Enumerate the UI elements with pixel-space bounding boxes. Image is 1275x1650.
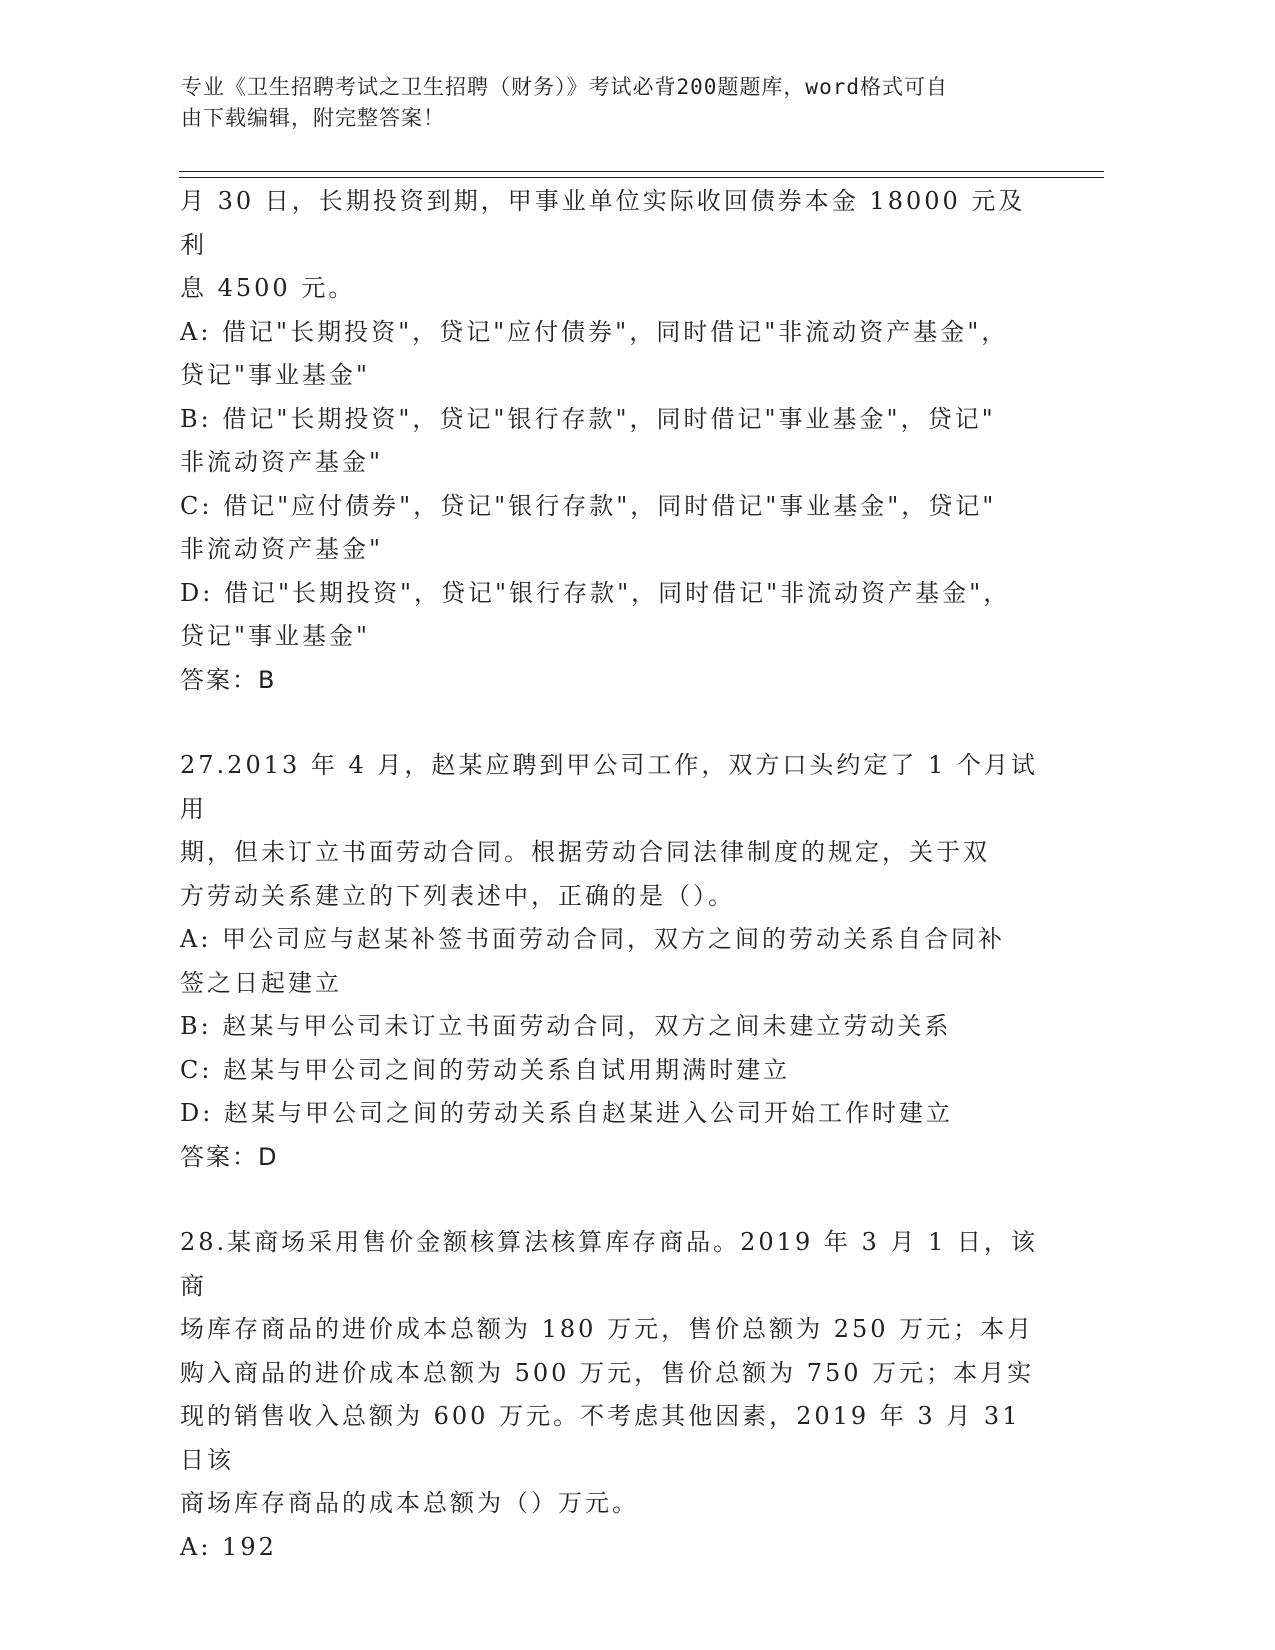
- option-a: A: 192: [180, 1532, 277, 1561]
- question-27: [180, 744, 1040, 1179]
- question-stem-line: 息 4500 元。: [180, 274, 356, 302]
- option-c: C: 借记"应付债券"，贷记"银行存款"，同时借记"事业基金"，贷记": [180, 491, 997, 520]
- answer-label: 答案：D: [180, 1142, 279, 1171]
- question-stem-line: 场库存商品的进价成本总额为 180 万元，售价总额为 250 万元；本月: [180, 1315, 1035, 1343]
- option-a: A: 借记"长期投资"，贷记"应付债券"，同时借记"非流动资产基金"，: [180, 317, 1009, 346]
- option-a-cont: 签之日起建立: [180, 968, 342, 997]
- spacer: [180, 702, 1040, 744]
- option-d: D: 借记"长期投资"，贷记"银行存款"，同时借记"非流动资产基金"，: [180, 578, 1011, 607]
- option-d: D: 赵某与甲公司之间的劳动关系自赵某进入公司开始工作时建立: [180, 1099, 953, 1127]
- answer-label: 答案：B: [180, 665, 277, 694]
- question-28: [180, 1221, 1040, 1569]
- option-b-cont: 非流动资产基金": [180, 448, 384, 476]
- question-stem-line: 期，但未订立书面劳动合同。根据劳动合同法律制度的规定，关于双: [180, 838, 990, 866]
- header-rule-bottom: [179, 177, 1104, 178]
- question-stem-line: 方劳动关系建立的下列表述中，正确的是（）。: [180, 881, 735, 910]
- option-c-cont: 非流动资产基金": [180, 535, 384, 563]
- option-b: B: 赵某与甲公司未订立书面劳动合同，双方之间未建立劳动关系: [180, 1012, 952, 1040]
- question-stem-line: 购入商品的进价成本总额为 500 万元，售价总额为 750 万元；本月实: [180, 1358, 1035, 1387]
- option-a: A: 甲公司应与赵某补签书面劳动合同，双方之间的劳动关系自合同补: [180, 925, 1006, 953]
- option-c: C: 赵某与甲公司之间的劳动关系自试用期满时建立: [180, 1055, 791, 1084]
- spacer: [180, 1179, 1040, 1221]
- option-d-cont: 贷记"事业基金": [180, 622, 371, 650]
- document-header: [181, 72, 1041, 134]
- option-a-cont: 贷记"事业基金": [180, 361, 371, 389]
- header-rule-top: [179, 171, 1104, 172]
- header-title-line-1: 专业《卫生招聘考试之卫生招聘（财务）》考试必背200题题库，word格式可自: [181, 75, 948, 99]
- question-stem-line: 28.某商场采用售价金额核算法核算库存商品。2019 年 3 月 1 日，该商: [180, 1228, 1038, 1300]
- header-title-line-2: 由下载编辑，附完整答案！: [181, 106, 445, 130]
- option-b: B: 借记"长期投资"，贷记"银行存款"，同时借记"事业基金"，贷记": [180, 404, 996, 433]
- question-stem-line: 现的销售收入总额为 600 万元。不考虑其他因素，2019 年 3 月 31 日该: [180, 1402, 1021, 1474]
- question-26: [180, 180, 1040, 702]
- question-stem-line: 月 30 日，长期投资到期，甲事业单位实际收回债券本金 18000 元及利: [180, 187, 1026, 259]
- question-stem-line: 商场库存商品的成本总额为（）万元。: [180, 1489, 639, 1517]
- question-stem-line: 27.2013 年 4 月，赵某应聘到甲公司工作，双方口头约定了 1 个月试用: [180, 751, 1038, 823]
- document-body: [180, 180, 1040, 1569]
